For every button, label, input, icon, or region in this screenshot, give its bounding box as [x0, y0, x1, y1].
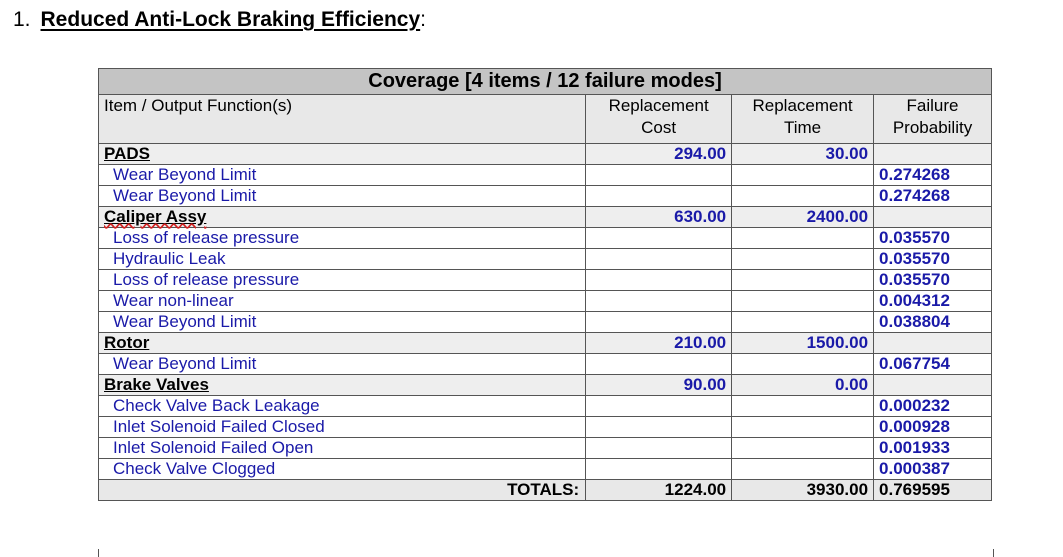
failure-mode-cost-empty — [586, 396, 732, 417]
failure-mode-time-empty — [732, 459, 874, 480]
item-name — [99, 375, 586, 396]
section-title-suffix: : — [420, 8, 426, 31]
failure-mode-row — [99, 312, 992, 333]
item-name-text: Caliper Assy — [104, 207, 207, 226]
failure-mode-probability: 0.035570 — [874, 249, 992, 270]
failure-mode-name: Wear non-linear — [99, 291, 586, 312]
failure-mode-time-empty — [732, 354, 874, 375]
item-probability-empty — [874, 207, 992, 228]
failure-mode-name: Inlet Solenoid Failed Closed — [99, 417, 586, 438]
coverage-table — [98, 68, 992, 501]
failure-mode-probability: 0.274268 — [874, 186, 992, 207]
failure-mode-row — [99, 249, 992, 270]
totals-probability: 0.769595 — [874, 480, 992, 501]
item-probability-empty — [874, 375, 992, 396]
column-header-probability — [874, 95, 992, 144]
item-time: 1500.00 — [732, 333, 874, 354]
failure-mode-row — [99, 354, 992, 375]
item-cost: 294.00 — [586, 144, 732, 165]
failure-mode-name: Wear Beyond Limit — [99, 165, 586, 186]
failure-mode-probability: 0.001933 — [874, 438, 992, 459]
column-header-item: Item / Output Function(s) — [99, 95, 586, 144]
item-cost: 210.00 — [586, 333, 732, 354]
failure-mode-time-empty — [732, 165, 874, 186]
failure-mode-row — [99, 270, 992, 291]
failure-mode-name: Wear Beyond Limit — [99, 186, 586, 207]
item-row — [99, 333, 992, 354]
column-header-prob-line1: Failure — [906, 96, 959, 115]
section-number: 1. — [13, 8, 31, 31]
item-name-text: Brake Valves — [104, 375, 209, 394]
totals-label: TOTALS: — [99, 480, 586, 501]
failure-mode-row — [99, 459, 992, 480]
failure-mode-time-empty — [732, 396, 874, 417]
failure-mode-cost-empty — [586, 270, 732, 291]
item-row — [99, 375, 992, 396]
item-cost: 90.00 — [586, 375, 732, 396]
failure-mode-row — [99, 438, 992, 459]
failure-mode-cost-empty — [586, 438, 732, 459]
item-time: 2400.00 — [732, 207, 874, 228]
column-header-prob-line2: Probability — [892, 118, 973, 137]
failure-mode-cost-empty — [586, 354, 732, 375]
failure-mode-name: Wear Beyond Limit — [99, 354, 586, 375]
failure-mode-name: Check Valve Clogged — [99, 459, 586, 480]
item-row — [99, 207, 992, 228]
failure-mode-time-empty — [732, 249, 874, 270]
failure-mode-row — [99, 396, 992, 417]
failure-mode-probability: 0.000928 — [874, 417, 992, 438]
table-header-row — [99, 95, 992, 144]
failure-mode-name: Hydraulic Leak — [99, 249, 586, 270]
item-name-text: PADS — [104, 144, 150, 163]
item-probability-empty — [874, 333, 992, 354]
item-row — [99, 144, 992, 165]
failure-mode-cost-empty — [586, 312, 732, 333]
failure-mode-time-empty — [732, 270, 874, 291]
failure-mode-probability: 0.067754 — [874, 354, 992, 375]
column-header-cost — [586, 95, 732, 144]
section-heading — [13, 8, 426, 32]
failure-mode-row — [99, 165, 992, 186]
table-caption-row — [99, 69, 992, 95]
failure-mode-probability: 0.004312 — [874, 291, 992, 312]
failure-mode-cost-empty — [586, 165, 732, 186]
failure-mode-cost-empty — [586, 291, 732, 312]
item-name-text: Rotor — [104, 333, 150, 352]
item-probability-empty — [874, 144, 992, 165]
item-time: 30.00 — [732, 144, 874, 165]
failure-mode-cost-empty — [586, 417, 732, 438]
failure-mode-time-empty — [732, 228, 874, 249]
failure-mode-probability: 0.035570 — [874, 270, 992, 291]
failure-mode-row — [99, 291, 992, 312]
table-continuation — [98, 549, 994, 557]
totals-cost: 1224.00 — [586, 480, 732, 501]
failure-mode-name: Wear Beyond Limit — [99, 312, 586, 333]
item-cost: 630.00 — [586, 207, 732, 228]
failure-mode-time-empty — [732, 186, 874, 207]
section-title: Reduced Anti-Lock Braking Efficiency — [40, 8, 421, 31]
failure-mode-time-empty — [732, 291, 874, 312]
failure-mode-time-empty — [732, 417, 874, 438]
failure-mode-probability: 0.000232 — [874, 396, 992, 417]
failure-mode-name: Inlet Solenoid Failed Open — [99, 438, 586, 459]
failure-mode-row — [99, 228, 992, 249]
failure-mode-name: Loss of release pressure — [99, 228, 586, 249]
failure-mode-name: Check Valve Back Leakage — [99, 396, 586, 417]
totals-time: 3930.00 — [732, 480, 874, 501]
column-header-cost-line2: Cost — [641, 118, 677, 137]
failure-mode-probability: 0.038804 — [874, 312, 992, 333]
item-time: 0.00 — [732, 375, 874, 396]
failure-mode-cost-empty — [586, 459, 732, 480]
failure-mode-probability: 0.000387 — [874, 459, 992, 480]
failure-mode-time-empty — [732, 312, 874, 333]
column-header-time-line2: Time — [783, 118, 822, 137]
failure-mode-time-empty — [732, 438, 874, 459]
item-name — [99, 144, 586, 165]
failure-mode-cost-empty — [586, 228, 732, 249]
table-caption: Coverage [4 items / 12 failure modes] — [99, 69, 992, 95]
failure-mode-cost-empty — [586, 249, 732, 270]
item-name — [99, 207, 586, 228]
column-header-time-line1: Replacement — [752, 96, 853, 115]
failure-mode-row — [99, 417, 992, 438]
failure-mode-row — [99, 186, 992, 207]
failure-mode-name: Loss of release pressure — [99, 270, 586, 291]
failure-mode-probability: 0.274268 — [874, 165, 992, 186]
column-header-cost-line1: Replacement — [608, 96, 709, 115]
failure-mode-cost-empty — [586, 186, 732, 207]
item-name — [99, 333, 586, 354]
failure-mode-probability: 0.035570 — [874, 228, 992, 249]
column-header-time — [732, 95, 874, 144]
totals-row — [99, 480, 992, 501]
